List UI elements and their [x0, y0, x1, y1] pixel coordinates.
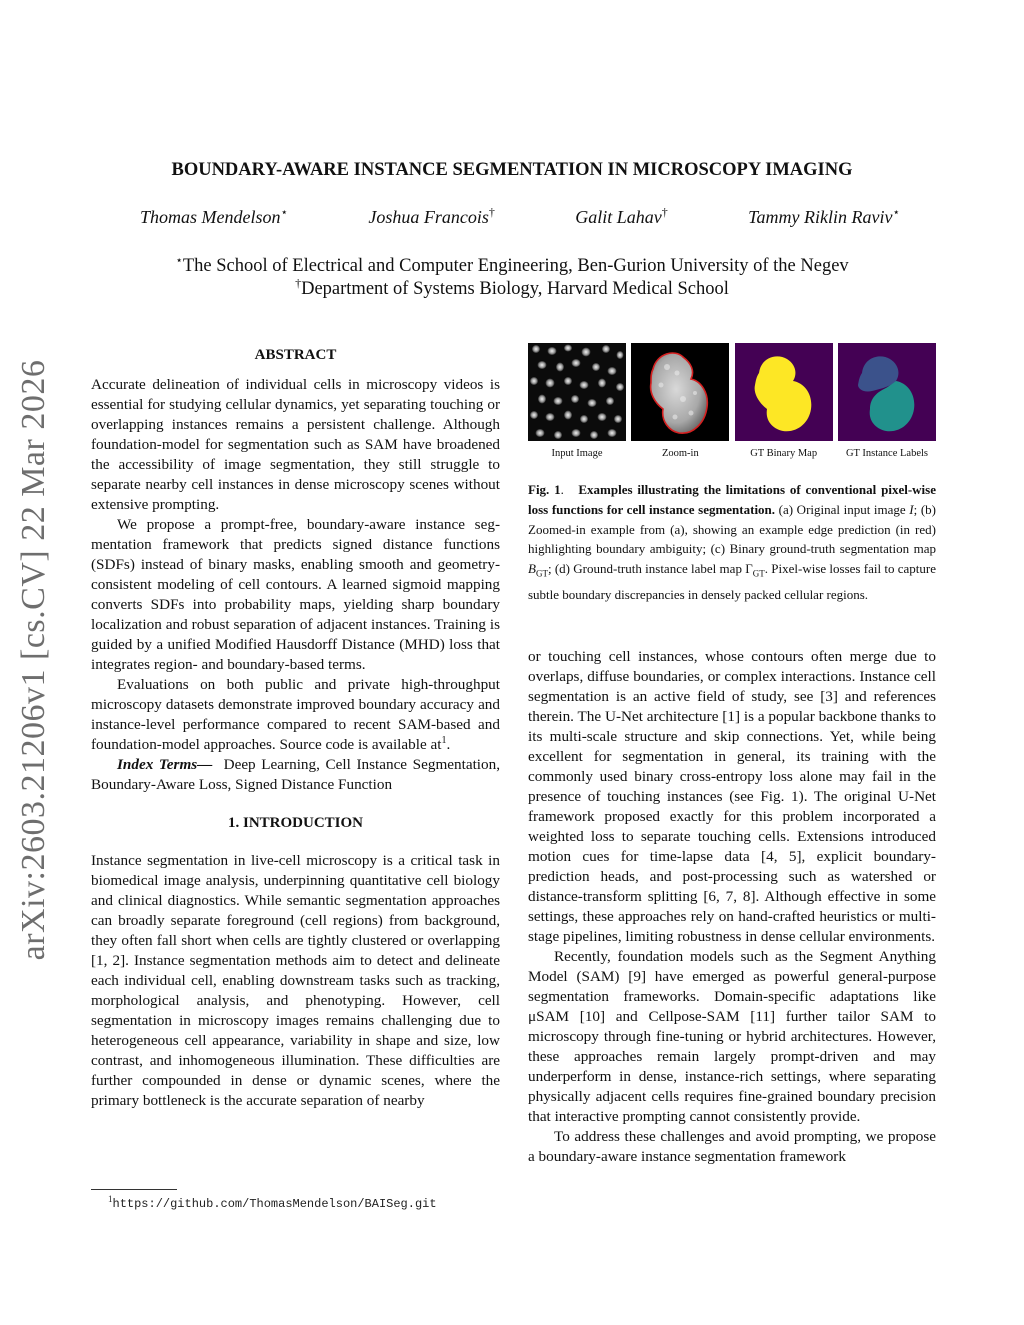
author: Galit Lahav†	[575, 205, 668, 227]
author: Tammy Riklin Raviv⋆	[748, 205, 900, 227]
introduction-paragraph: To address these challenges and avoid prompting, we propose a boundary-aware instance segmentation framework	[528, 1128, 936, 1165]
introduction-paragraph: Recently, foundation models such as the Segment Anything Model (SAM) [9] have emerged as powerful general-purpose segmentation frameworks. Domain-specific adaptations like μSAM [10] and Cellpose-SAM [11] further tailor SAM to microscopy through fine-tuning or hybrid architectures. However, these approaches remain largely prompt-driven and may underperform in dense, instance-rich settings, where separating physically adjacent cells requires fine-grained boundary precision that interactive prompting cannot consistently provide.	[528, 948, 936, 1125]
panel-label: GT Instance Labels	[845, 448, 928, 459]
figure-panel-zoom-in	[631, 343, 729, 459]
figure-1	[528, 343, 936, 459]
footnote-link[interactable]: https://github.com/ThomasMendelson/BAISeg.git	[112, 1197, 437, 1211]
abstract-paragraph: We propose a prompt-free, boundary-aware instance segmentation framework that predicts signed distance functions (SDFs) instead of binary masks, enabling smooth and geometry-consistent modeling of cell contours. A learned sigmoid mapping converts SDFs into probability maps, yielding sharp boundary localization and robust separation of adjacent instances. Training is guided by a unified Modified Hausdorff Distance (MHD) loss that integrates region- and boundary-based terms.	[91, 516, 500, 673]
paper-title: BOUNDARY-AWARE INSTANCE SEGMENTATION IN MICROSCOPY IMAGING	[171, 160, 853, 180]
affiliation: †Department of Systems Biology, Harvard Medical School	[295, 276, 729, 299]
figure-panel-gt-binary-map	[735, 343, 833, 459]
zoom-in-image	[631, 343, 729, 441]
panel-label: Input Image	[551, 448, 603, 459]
right-column	[528, 647, 936, 1167]
author-list	[140, 207, 900, 228]
footnote-ref[interactable]: 1	[441, 735, 447, 746]
gt-instance-labels-image	[838, 343, 936, 441]
author: Joshua Francois†	[368, 205, 495, 227]
arxiv-identifier: arXiv:2603.21206v1 [cs.CV] 22 Mar 2026	[15, 359, 52, 961]
introduction-paragraph: Instance segmentation in live-cell microscopy is a critical task in biomedical image analysis, underpinning quantitative cell biology and clinical diagnostics. While semantic segmentation approaches can broadly separate foreground (cell regions) from background, they often fall short when cells are tightly clustered or overlapping [1, 2]. Instance segmentation methods aim to detect and delineate each individual cell, enabling downstream tasks such as tracking, morphological analysis, and phenotyping. However, cell segmentation in microscopy images remains challenging due to heterogeneous cell appearance, variability in shape and size, low contrast, and inhomogeneous illumination. These difficulties are further compounded in dense or dynamic scenes, where the primary bottleneck is the accurate separation of nearby	[91, 852, 500, 1109]
panel-label: GT Binary Map	[750, 448, 818, 459]
abstract-paragraph: Accurate delineation of individual cells in microscopy videos is essential for studying cellular dynamics, yet separating touching or overlapping instances remains a persistent challenge. Although foundation-model for segmentation such as SAM have broadened the accessibility of image segmentation, they still struggle to separate nearby cell instances in dense microscopy scenes without extensive prompting.	[91, 376, 500, 513]
footnote-rule	[91, 1189, 177, 1190]
introduction-heading: 1. INTRODUCTION	[227, 815, 363, 831]
author: Thomas Mendelson⋆	[140, 205, 289, 227]
abstract-heading: ABSTRACT	[254, 347, 337, 363]
figure-panel-gt-instance-labels	[838, 343, 936, 459]
figure-caption: Fig. 1. Examples illustrating the limitations of conventional pixel-wise loss functions for cell instance segmentation. (a) Original input image I; (b) Zoomed-in example from (a), showing an example edge prediction (in red) highlighting boundary ambiguity; (c) Binary ground-truth segmentation map $B_{GT}$; (d) Ground-truth instance label map $\Gamma_{GT}$. Pixel-wise losses fail to capture subtle boundary discrepancies in densely packed cellular regions.	[528, 482, 937, 602]
input-image	[528, 343, 626, 441]
gt-binary-map-image	[735, 343, 833, 441]
index-terms: Index Terms— Deep Learning, Cell Instance Segmentation, Boundary-Aware Loss, Signed Distance Function	[91, 756, 500, 793]
panel-label: Zoom-in	[661, 448, 699, 459]
left-column	[91, 345, 500, 1111]
affiliation: ⋆The School of Electrical and Computer Engineering, Ben-Gurion University of the Negev	[175, 253, 849, 276]
footnote: $^1$https://github.com/ThomasMendelson/BAISeg.git	[108, 1194, 437, 1211]
figure-panel-input-image	[528, 343, 626, 459]
introduction-paragraph: or touching cell instances, whose contours often merge due to overlaps, diffuse boundaries, or complex interactions. Instance cell segmentation is an active field of study, see [3] and references therein. The U-Net architecture [1] is a popular backbone thanks to its multi-scale structure and skip connections. Yet, while being excellent for segmentation in general, its training with the commonly used binary cross-entropy loss alone may fail in the presence of touching instances (see Fig. 1). The original U-Net framework proposed exactly for this problem incorporated a weighted loss to separate touching cells. Extensions introduced motion cues for time-lapse data [4, 5], explicit boundary-prediction heads, and post-processing such as watershed or distance-transform splitting [6, 7, 8]. Although effective in some settings, these approaches rely on hand-crafted heuristics or multi-stage pipelines, limiting robustness in dense cellular environments.	[528, 648, 936, 945]
abstract-paragraph: Evaluations on both public and private high-throughput microscopy datasets demonstrate improved boundary accuracy and instance-level performance compared to recent SAM-based and foundation-model approaches. Source code is available at$^1$.	[91, 676, 500, 753]
